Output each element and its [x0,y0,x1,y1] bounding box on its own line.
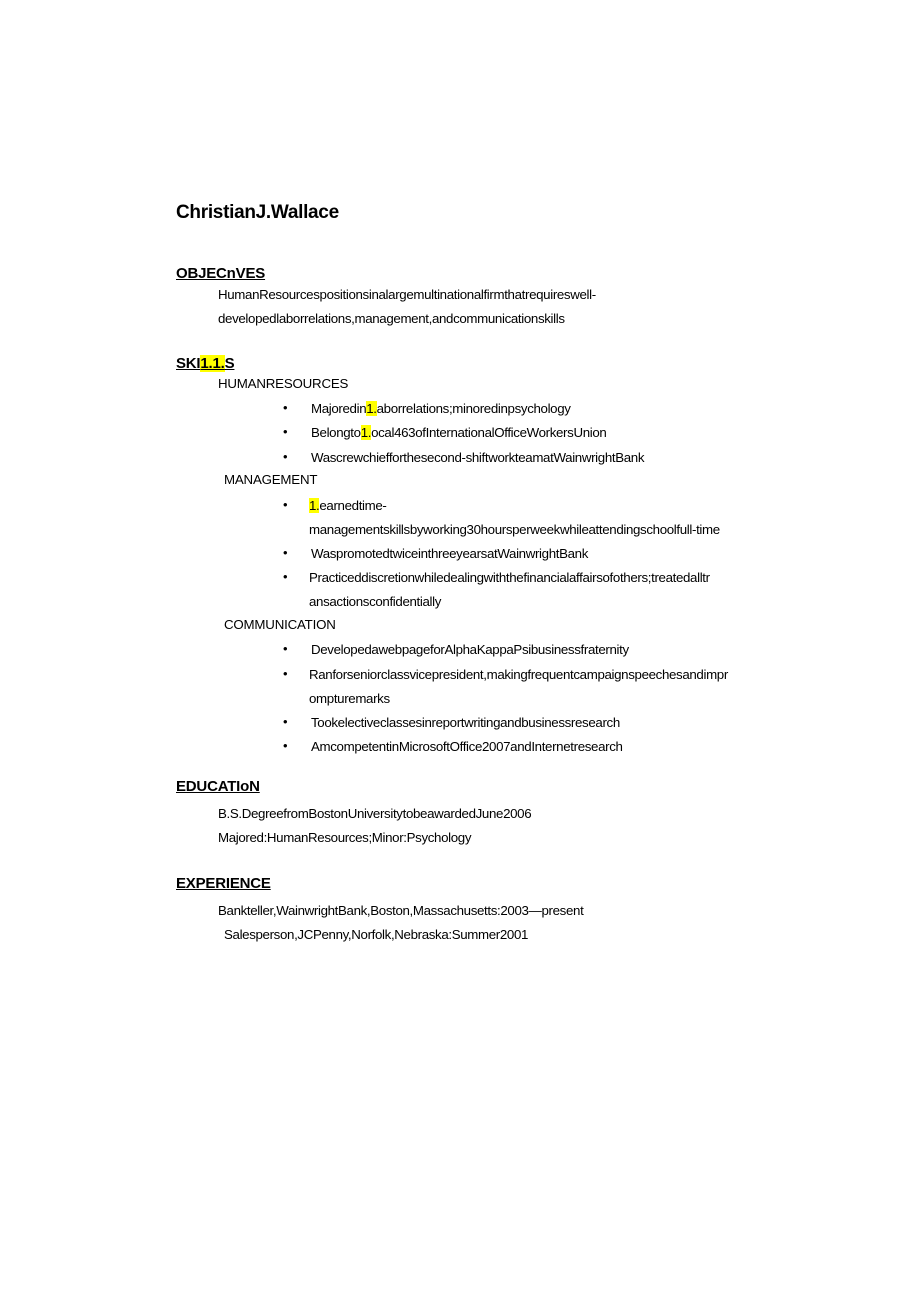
list-item-text: ocal463ofInternationalOfficeWorkersUnion [371,425,607,440]
list-item-continuation: ansactionsconfidentially [309,594,442,609]
bullet-icon: • [283,641,288,656]
bullet-icon: • [283,424,288,439]
skills-heading-part: S [224,355,235,372]
bullet-icon: • [283,714,288,729]
list-item-text: earnedtime- [319,498,387,513]
list-item: Practiceddiscretionwhiledealingwiththefinancialaffairsofothers;treatedalltr [309,570,710,585]
skills-group-title-communication: COMMUNICATION [224,617,336,632]
bullet-icon: • [283,666,288,681]
bullet-icon: • [283,738,288,753]
list-item [311,424,606,442]
list-item-continuation: managementskillsbyworking30hoursperweekwhileattendingschoolfull-time [309,522,720,537]
skills-heading-part: SKI [176,355,201,372]
experience-line-2: Salesperson,JCPenny,Norfolk,Nebraska:Summer2001 [224,927,529,942]
list-item: Wascrewchiefforthesecond-shiftworkteamatWainwrightBank [311,450,645,465]
list-item-continuation: ompturemarks [309,691,390,706]
list-item-highlight: 1. [309,498,320,513]
skills-group-title-management: MANAGEMENT [224,472,318,487]
list-item-text: Majoredin [311,401,367,416]
objectives-line-2: developedlaborrelations,management,andcommunicationskills [218,311,565,326]
bullet-icon: • [283,400,288,415]
bullet-icon: • [283,569,288,584]
objectives-heading: OBJECnVES [176,265,266,282]
list-item-text: aborrelations;minoredinpsychology [376,401,571,416]
education-line-1: B.S.DegreefromBostonUniversitytobeawardedJune2006 [218,806,532,821]
education-line-2: Majored:HumanResources;Minor:Psychology [218,830,472,845]
list-item [311,400,571,418]
education-heading: EDUCATIoN [176,778,260,795]
list-item: Ranforseniorclassvicepresident,makingfrequentcampaignspeechesandimpr [309,667,728,682]
experience-heading: EXPERIENCE [176,875,271,892]
bullet-icon: • [283,545,288,560]
bullet-icon: • [283,449,288,464]
list-item: WaspromotedtwiceinthreeyearsatWainwrightBank [311,546,589,561]
bullet-icon: • [283,497,288,512]
skills-heading [176,355,234,372]
list-item [309,497,387,515]
list-item: AmcompetentinMicrosoftOffice2007andInternetresearch [311,739,623,754]
applicant-name: ChristianJ.Wallace [176,202,339,223]
list-item-highlight: 1. [360,425,372,440]
experience-line-1: Bankteller,WainwrightBank,Boston,Massachusetts:2003—present [218,903,584,918]
skills-heading-highlight: 1.1. [200,355,225,372]
list-item-highlight: 1. [366,401,377,416]
objectives-line-1: HumanResourcespositionsinalargemultinationalfirmthatrequireswell- [218,287,596,302]
list-item-text: Belongto [311,425,361,440]
skills-group-title-human-resources: HUMANRESOURCES [218,376,349,391]
list-item: Tookelectiveclassesinreportwritingandbusinessresearch [311,715,620,730]
list-item: DevelopedawebpageforAlphaKappaPsibusinessfraternity [311,642,629,657]
